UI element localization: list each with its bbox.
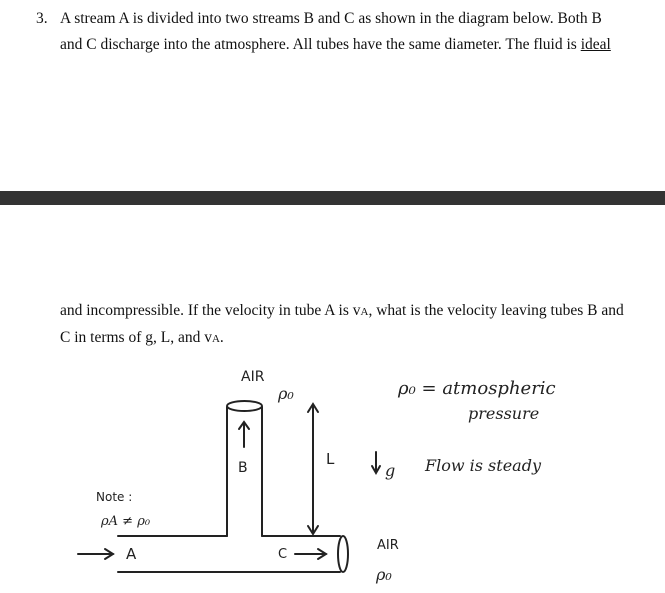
label-b: B	[238, 460, 248, 476]
note-title: Note :	[96, 490, 133, 504]
flow-diagram	[0, 355, 665, 593]
question-line-4-end: .	[219, 329, 224, 346]
page-divider-bar	[0, 191, 665, 205]
tube-b-outlet	[227, 401, 262, 411]
question-paragraph-bottom	[60, 298, 660, 352]
question-line-4	[60, 325, 660, 352]
underlined-word: ideal	[580, 36, 611, 53]
label-g: g	[385, 461, 396, 480]
question-line-3-text: and incompressible. If the velocity in tube A is v	[60, 302, 361, 319]
question-line-3-end: , what is the velocity leaving tubes B and	[368, 302, 624, 319]
question-line-2-text: and C discharge into the atmosphere. All tubes have the same diameter. The fluid is	[60, 36, 581, 53]
label-l: L	[326, 450, 335, 468]
note-body: ρA ≠ ρ₀	[101, 514, 151, 529]
label-air-top: AIR	[241, 369, 265, 385]
question-line-1: A stream A is divided into two streams B and C as shown in the diagram below. Both B	[60, 10, 602, 27]
label-p0-right: ρ₀	[376, 565, 392, 584]
question-line-4-text: C in terms of g, L, and v	[60, 329, 212, 346]
legend-pressure: pressure	[468, 404, 540, 423]
subscript-a-2: A	[211, 333, 220, 345]
flow-steady-note: Flow is steady	[425, 456, 541, 475]
label-a: A	[126, 545, 137, 563]
question-line-3	[60, 298, 660, 325]
legend-p0-atmospheric: ρ₀ = atmospheric	[398, 378, 556, 399]
label-p0-top: ρ₀	[278, 384, 294, 403]
label-c: C	[278, 547, 288, 562]
subscript-a: A	[360, 306, 369, 318]
question-line-2	[60, 32, 611, 58]
question-number: 3.	[36, 10, 48, 27]
tube-c-outlet	[338, 536, 348, 572]
label-air-right: AIR	[377, 538, 399, 553]
